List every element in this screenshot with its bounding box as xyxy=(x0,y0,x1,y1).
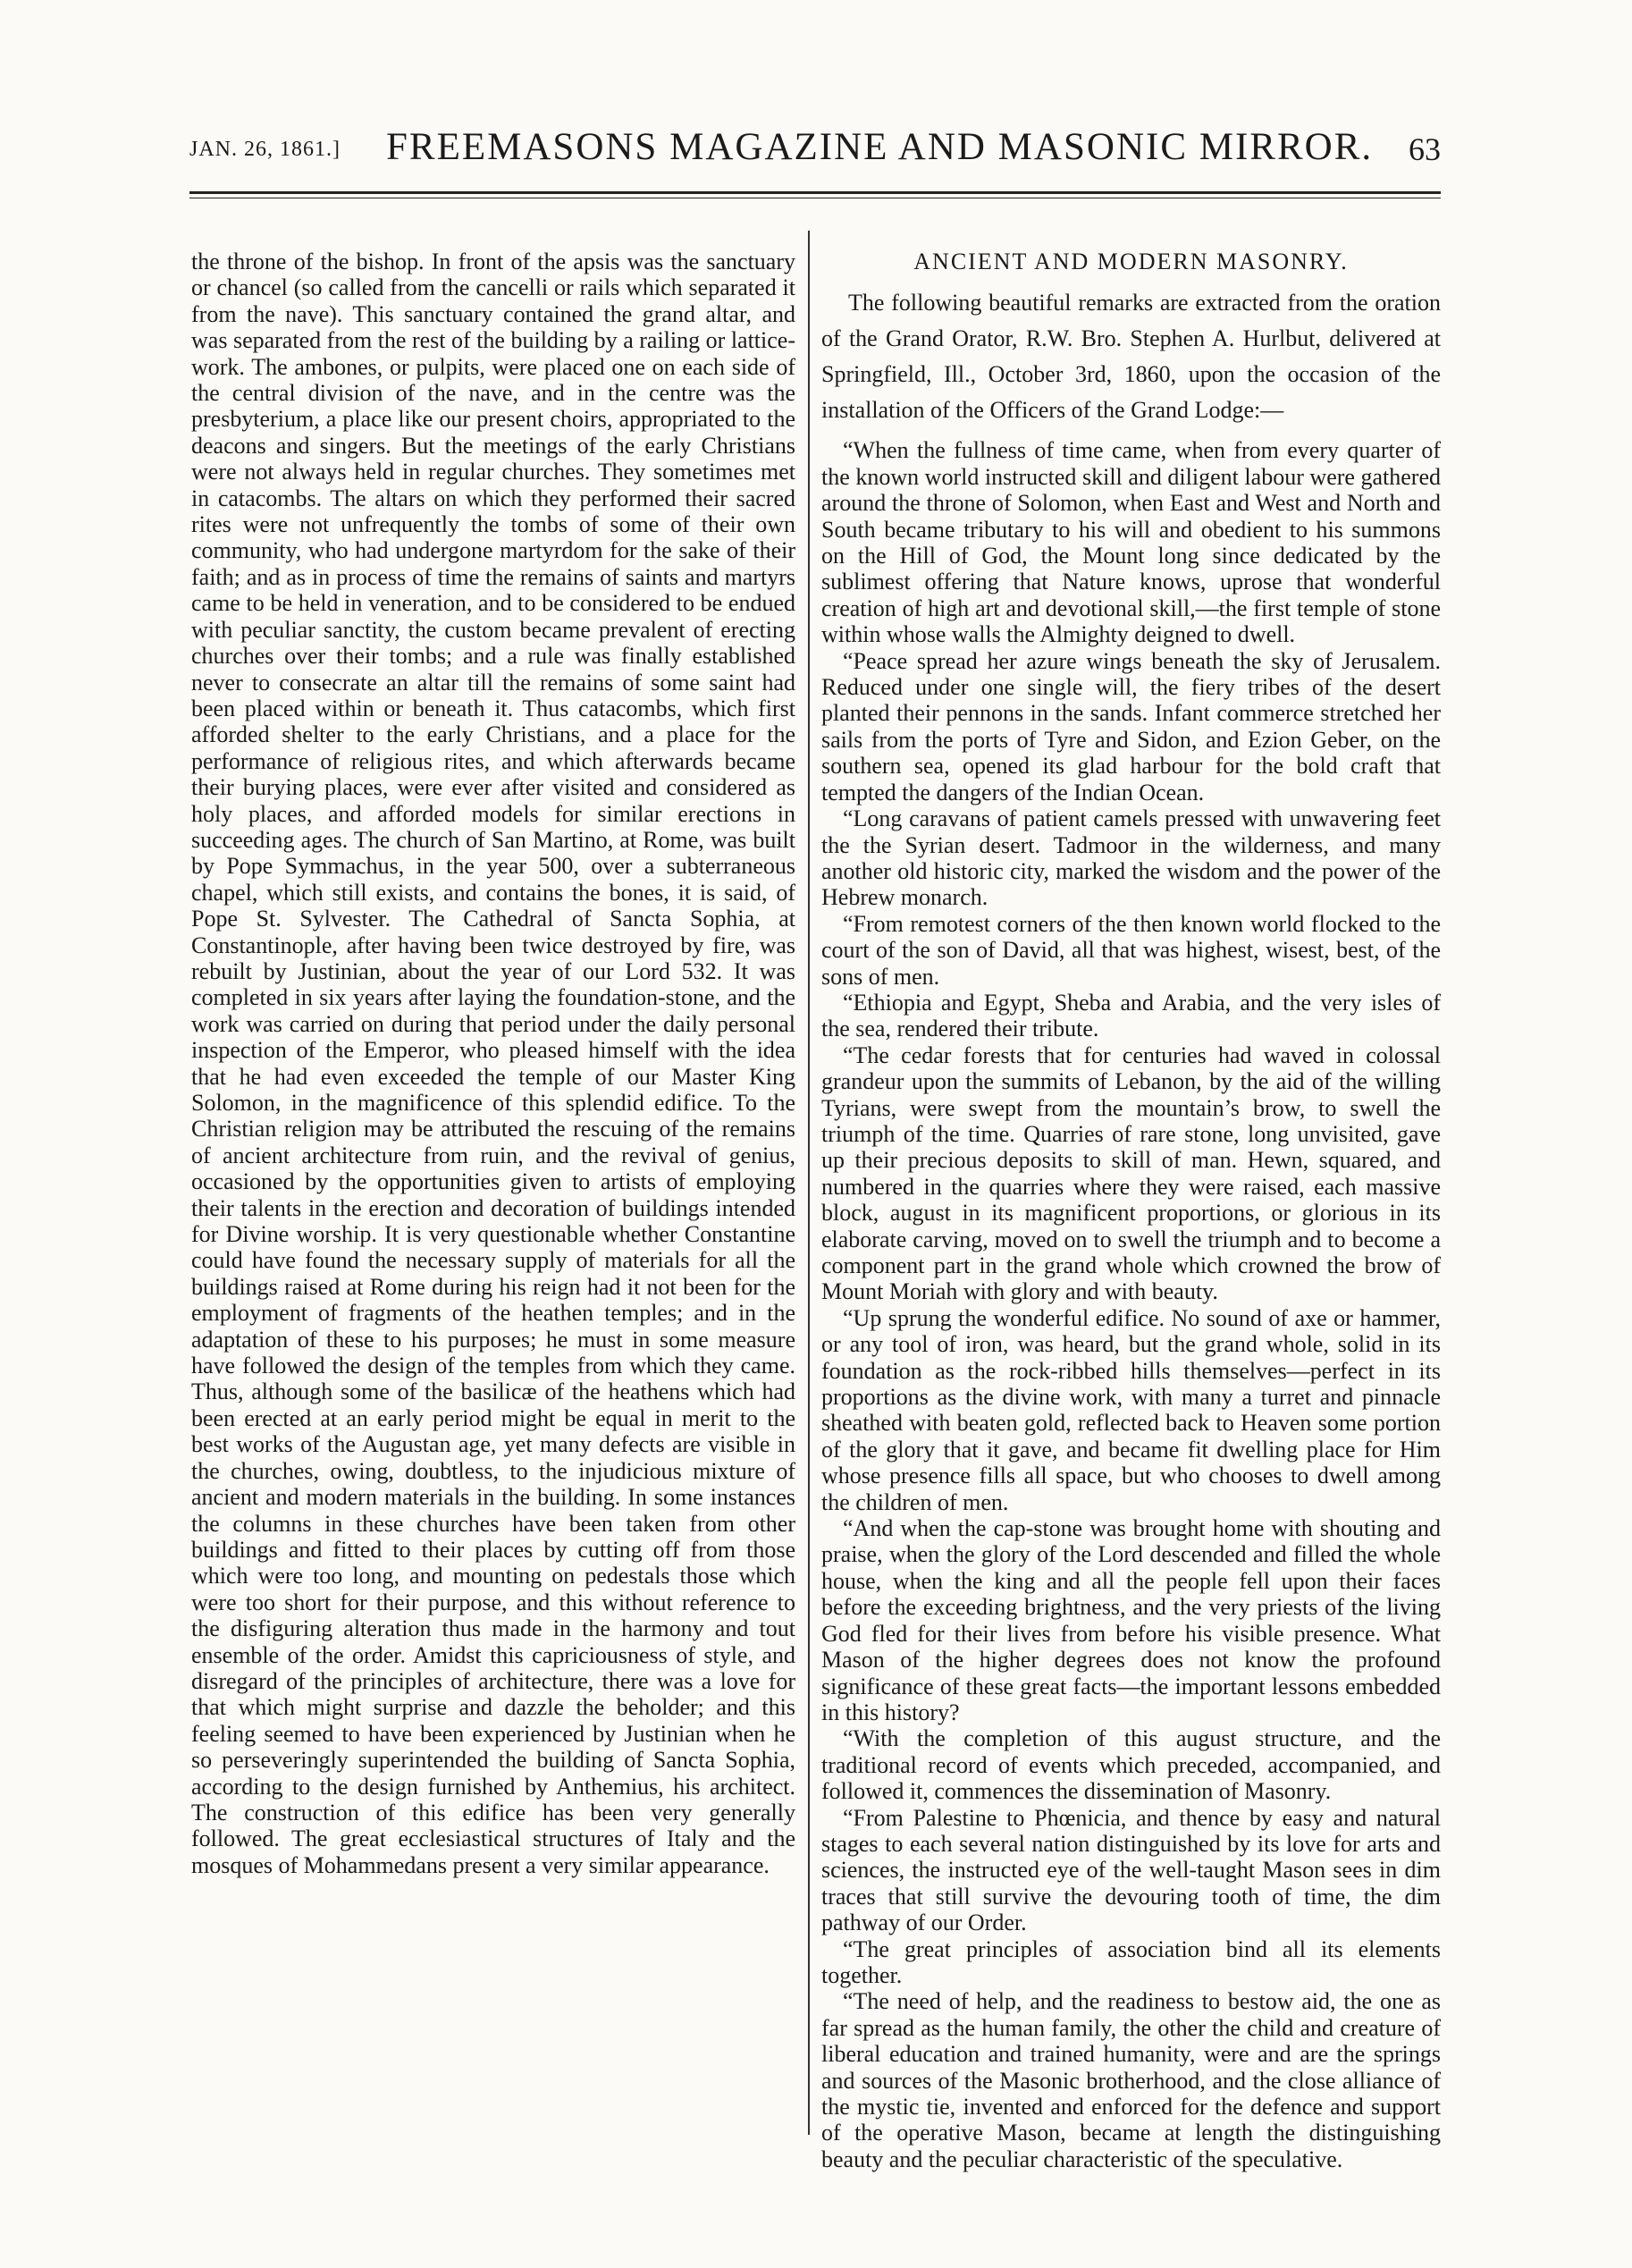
issue-date: JAN. 26, 1861.] xyxy=(189,138,341,161)
quoted-paragraph: “From remotest corners of the then known world flocked to the court of the son of David, all that was highest, wisest, best, of the sons of men. xyxy=(821,910,1441,990)
page-number: 63 xyxy=(1409,131,1441,167)
quoted-paragraph: “The great principles of association bind all its elements together. xyxy=(821,1935,1441,1988)
quoted-paragraph: “From Palestine to Phœnicia, and thence by easy and natural stages to each several nation distinguished by its love for arts and sciences, the instructed eye of the well-taught Mason sees in dim traces that still survive the devouring tooth of time, the dim pathway of our Order. xyxy=(821,1804,1441,1936)
right-column xyxy=(821,249,1441,2172)
quoted-paragraph: “Ethiopia and Egypt, Sheba and Arabia, and the very isles of the sea, rendered their tribute. xyxy=(821,989,1441,1042)
article-heading: ANCIENT AND MODERN MASONRY. xyxy=(913,249,1349,274)
quoted-paragraph: “Up sprung the wonderful edifice. No sound of axe or hammer, or any tool of iron, was heard, but the grand whole, solid in its foundation as the rock-ribbed hills themselves—perfect in its proportions as the divine work, with many a turret and pinnacle sheathed with beaten gold, reflected back to Heaven some portion of the glory that it gave, and became fit dwelling place for Him whose presence fills all space, but who chooses to dwell among the children of men. xyxy=(821,1304,1441,1515)
publication-title: FREEMASONS MAGAZINE AND MASONIC MIRROR. xyxy=(386,126,1374,168)
quoted-paragraph: “The cedar forests that for centuries had waved in colossal grandeur upon the summits of Lebanon, by the aid of the willing Tyrians, were swept from the mountain’s brow, to swell the triumph of the time. Quarries of rare stone, long unvisited, gave up their precious deposits to skill of man. Hewn, squared, and numbered in the quarries where they were raised, each massive block, august in its magnificent proportions, or glorious in its elaborate carving, moved on to swell the triumph and to become a component part in the grand whole which crowned the brow of Mount Moriah with glory and with beauty. xyxy=(821,1041,1441,1305)
quoted-paragraph: “When the fullness of time came, when from every quarter of the known world instructed skill and diligent labour were gathered around the throne of Solomon, when East and West and North and South became tributary to his will and obedient to his summons on the Hill of God, the Mount long since dedicated by the sublimest offering that Nature knows, uprose that wonderful creation of high art and devotional skill,—the first temple of stone within whose walls the Almighty deigned to dwell. xyxy=(821,437,1441,648)
quoted-paragraph: “And when the cap-stone was brought home with shouting and praise, when the glory of the Lord descended and filled the whole house, when the king and all the people fell upon their faces before the exceeding brightness, and the very priests of the living God fled for their lives from before his visible presence. What Mason of the higher degrees does not know the profound significance of these great facts—the important lessons embedded in this history? xyxy=(821,1515,1441,1725)
article-continuation-text: the throne of the bishop. In front of the apsis was the sanctuary or chancel (so called from the cancelli or rails which separated it from the nave). This sanctuary contained the grand altar, and was separated from the rest of the building by a railing or lattice-work. The ambones, or pulpits, were placed one on each side of the central division of the nave, and in the centre was the presbyterium, a place like our present choirs, appropriated to the deacons and singers. But the meetings of the early Christians were not always held in regular churches. They sometimes met in catacombs. The altars on which they performed their sacred rites were not unfrequently the tombs of some of their own community, who had undergone martyrdom for the sake of their faith; and as in process of time the remains of saints and martyrs came to be held in veneration, and to be considered to be endued with peculiar sanctity, the custom became prevalent of erecting churches over their tombs; and a rule was finally established never to consecrate an altar till the remains of some saint had been placed within or beneath it. Thus catacombs, which first afforded shelter to the early Christians, and a place for the performance of religious rites, and which afterwards became their burying places, were ever after visited and considered as holy places, and afforded models for similar erections in succeeding ages. The church of San Martino, at Rome, was built by Pope Symmachus, in the year 500, over a subterraneous chapel, which still exists, and contains the bones, it is said, of Pope St. Sylvester. The Cathedral of Sancta Sophia, at Constantinople, after having been twice destroyed by fire, was rebuilt by Justinian, about the year of our Lord 532. It was completed in six years after laying the foundation-stone, and the work was carried on during that period under the daily personal inspection of the Emperor, who pleased himself with the idea that he had even exceeded the temple of our Master King Solomon, in the magnificence of this splendid edifice. To the Christian religion may be attributed the rescuing of the remains of ancient architecture from ruin, and the revival of genius, occasioned by the opportunities given to artists of employing their talents in the erection and decoration of buildings intended for Divine worship. It is very questionable whether Constantine could have found the necessary supply of materials for all the buildings raised at Rome during his reign had it not been for the employment of fragments of the heathen temples; and in the adaptation of these to his purposes; he must in some measure have followed the design of the temples from which they came. Thus, although some of the basilicæ of the heathens which had been erected at an early period might be equal in merit to the best works of the Augustan age, yet many defects are visible in the churches, owing, doubtless, to the injudicious mixture of ancient and modern materials in the building. In some instances the columns in these churches have been taken from other buildings and fitted to their places by cutting off from those which were too long, and mounting on pedestals those which were too short for their purpose, and this without reference to the disfiguring alteration thus made in the harmony and tout ensemble of the order. Amidst this capriciousness of style, and disregard of the principles of architecture, there was a love for that which might surprise and dazzle the beholder; and this feeling seemed to have been experienced by Justinian when he so perseveringly superintended the building of Sancta Sophia, according to the design furnished by Anthemius, his architect. The construction of this edifice has been very generally followed. The great ecclesiastical structures of Italy and the mosques of Mohammedans present a very similar appearance. xyxy=(191,249,795,1878)
header-rule-thick xyxy=(189,191,1441,194)
left-column xyxy=(191,249,795,1878)
quoted-paragraph: “Peace spread her azure wings beneath the sky of Jerusalem. Reduced under one single will, the fiery tribes of the desert planted their pennons in the sands. Infant commerce stretched her sails from the ports of Tyre and Sidon, and Ezion Geber, on the southern sea, opened its glad harbour for the bold craft that tempted the dangers of the Indian Ocean. xyxy=(821,647,1441,805)
article-intro: The following beautiful remarks are extracted from the oration of the Grand Orator, R.W. Bro. Stephen A. Hurlbut, delivered at Springfield, Ill., October 3rd, 1860, upon the occasion of the installation of the Officers of the Grand Lodge:— xyxy=(821,290,1441,424)
quoted-paragraph: “With the completion of this august structure, and the traditional record of events which preceded, accompanied, and followed it, commences the dissemination of Masonry. xyxy=(821,1725,1441,1805)
quoted-paragraph: “Long caravans of patient camels pressed with unwavering feet the the Syrian desert. Tadmoor in the wilderness, and many another old historic city, marked the wisdom and the power of the Hebrew monarch. xyxy=(821,805,1441,911)
page-header xyxy=(189,116,1441,179)
column-divider xyxy=(808,231,810,2135)
quoted-paragraph: “The need of help, and the readiness to bestow aid, the one as far spread as the human family, the other the child and creature of liberal education and trained humanity, were and are the springs and sources of the Masonic brotherhood, and the close alliance of the mystic tie, invented and enforced for the defence and support of the operative Mason, became at length the distinguishing beauty and the peculiar characteristic of the speculative. xyxy=(821,1988,1441,2172)
